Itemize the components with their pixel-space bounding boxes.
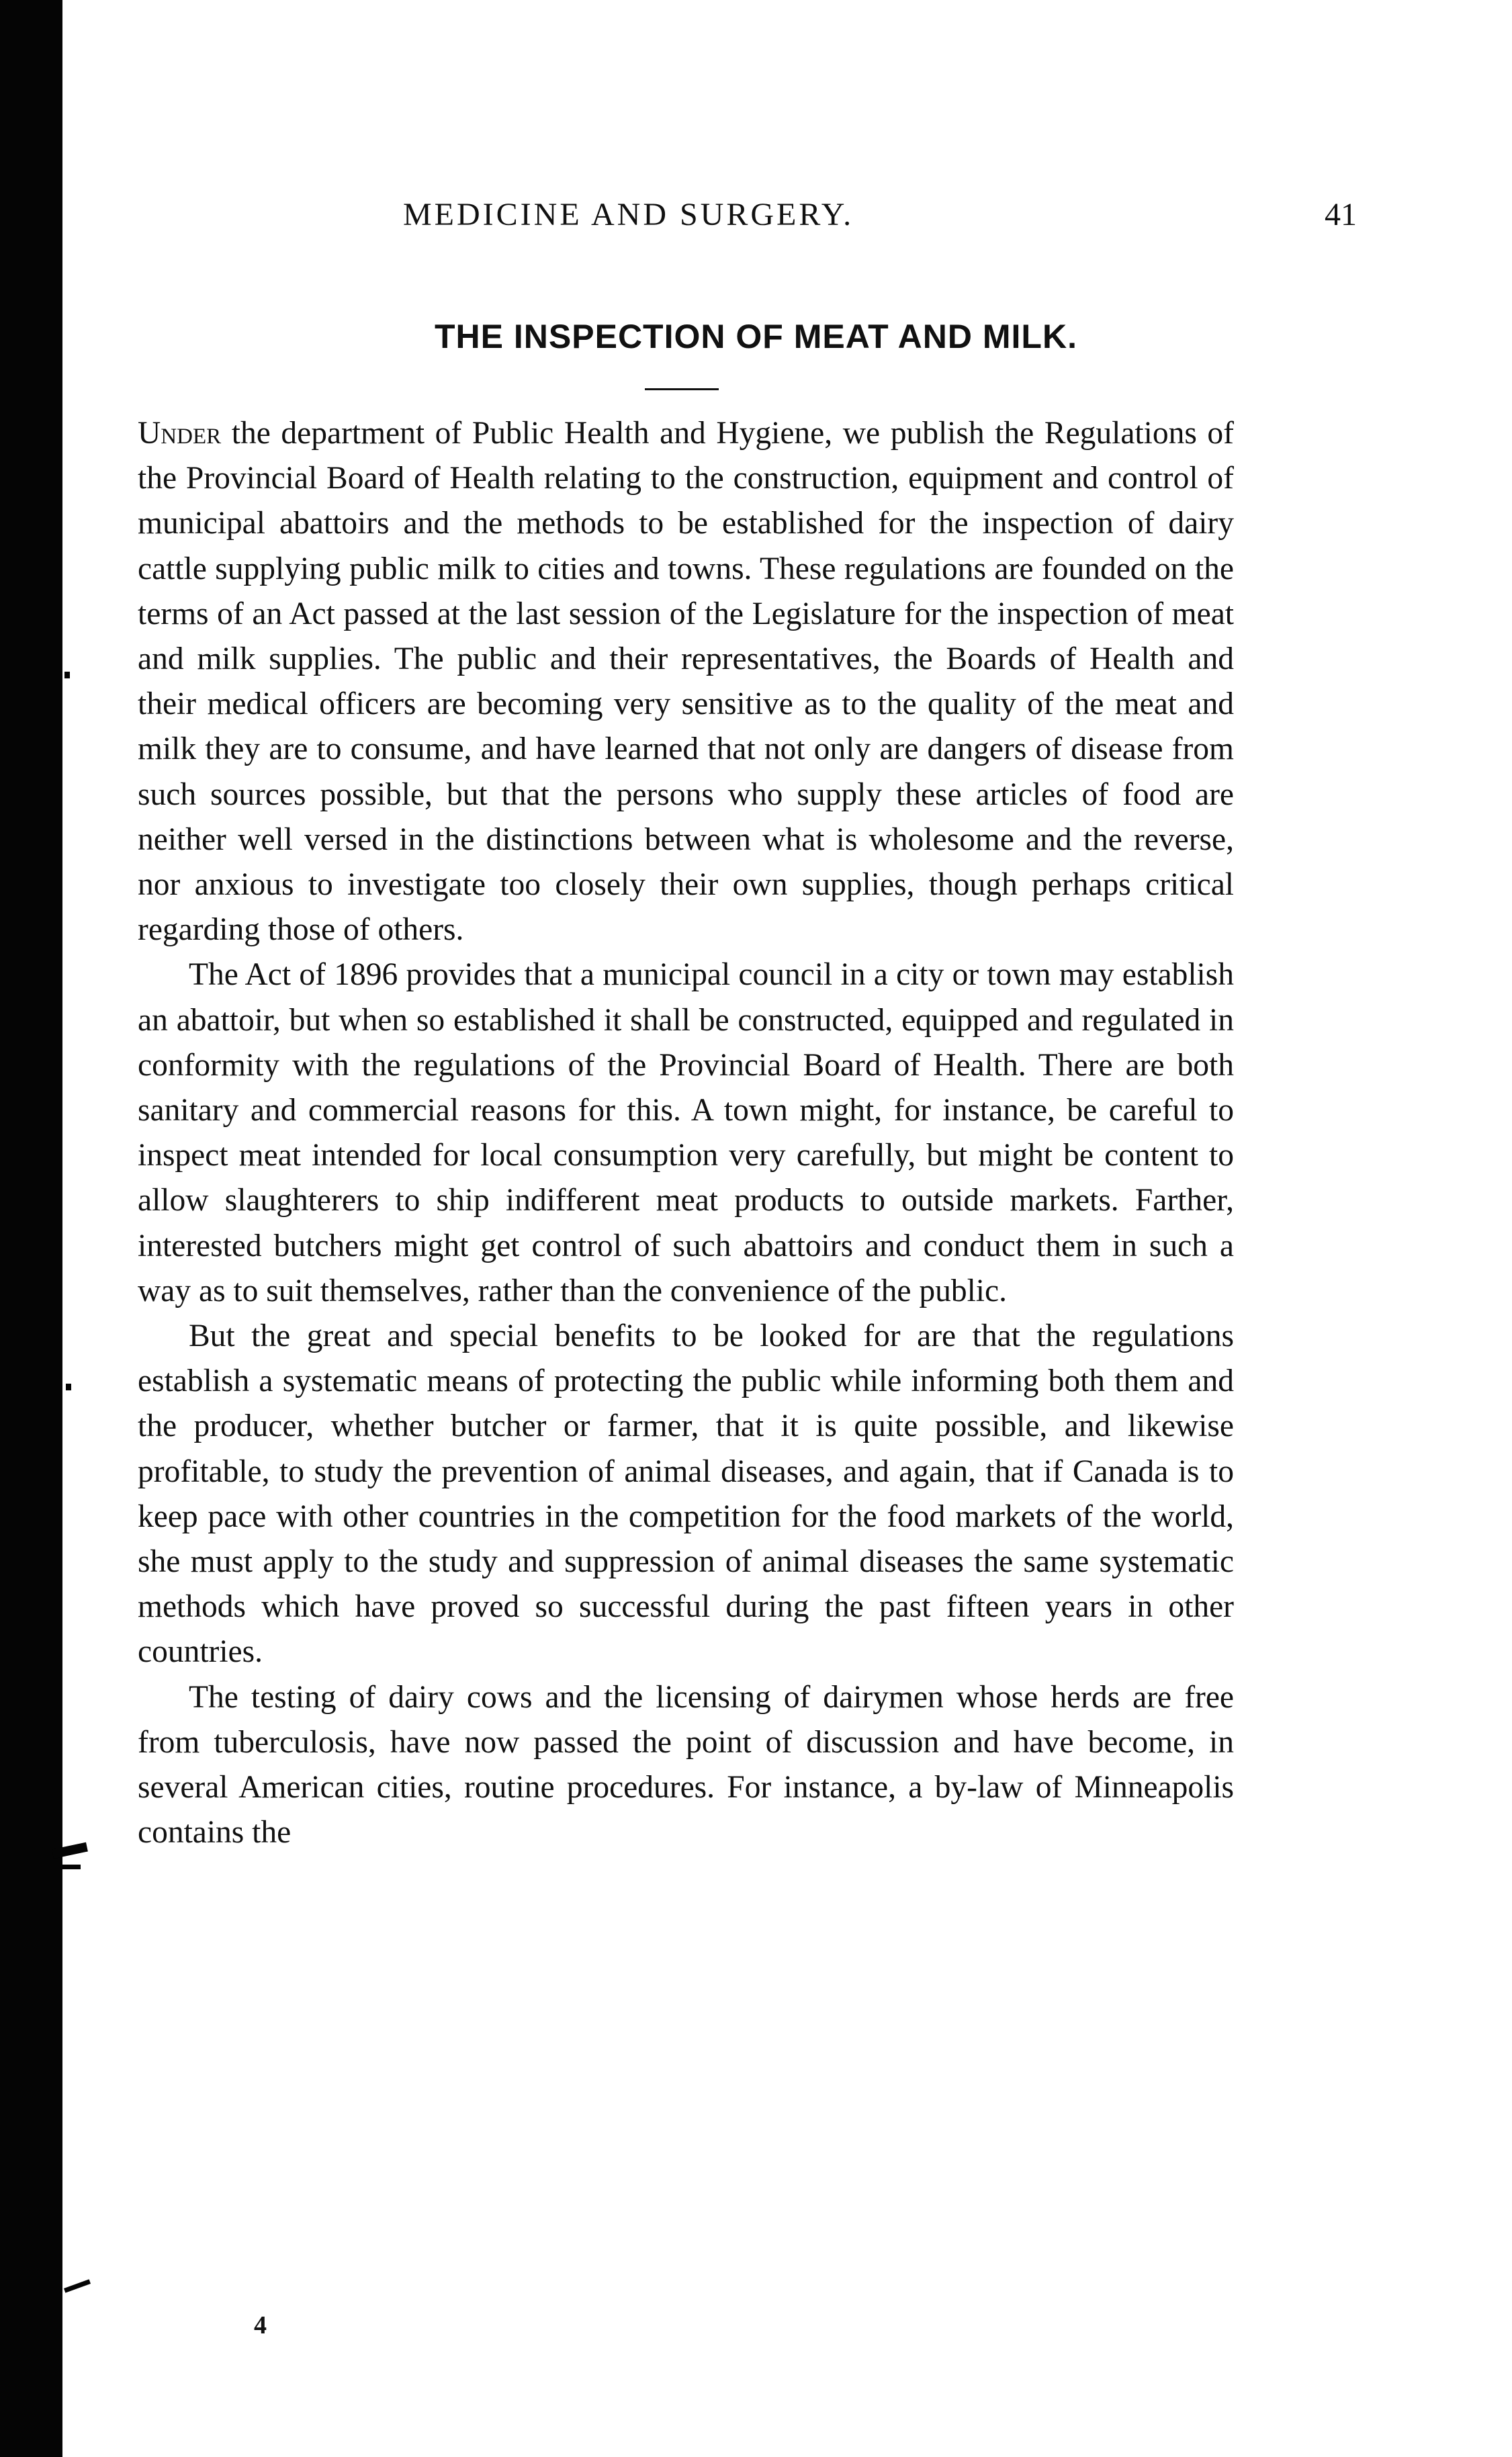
scan-mark xyxy=(64,2279,91,2292)
scan-mark xyxy=(64,672,70,678)
paragraph-1-text: the department of Public Health and Hygiene, we publish the Regulations of the Provincial Board of Health relating to the construction, equipment and control of municipal abattoirs and the methods to be established for the inspection of dairy cattle supplying public milk to cities and towns. These regulations are founded on the terms of an Act passed at the last session of the Legislature for the inspection of meat and milk supplies. The public and their representatives, the Boards of Health and their medical officers are becoming very sensitive as to the quality of the meat and milk they are to consume, and have learned that not only are dangers of disease from such sources possible, but that the persons who supply these articles of food are neither well versed in the distinctions between what is wholesome and the reverse, nor anxious to investigate too closely their own supplies, though perhaps critical regarding those of others. xyxy=(138,416,1234,948)
article-title: THE INSPECTION OF MEAT AND MILK. xyxy=(435,318,1077,355)
scan-mark xyxy=(55,1865,81,1869)
article-body xyxy=(138,411,1234,1856)
title-rule xyxy=(645,388,719,390)
scan-mark xyxy=(66,1384,71,1390)
paragraph-3: But the great and special benefits to be looked for are that the regulations establish a systematic means of protecting the public while informing both them and the producer, whether butcher or farmer, that it is quite possible, and likewise profitable, to study the prevention of animal diseases, and again, that if Canada is to keep pace with other countries in the competition for the food markets of the world, she must apply to the study and suppression of animal diseases the same systematic methods which have proved so successful during the past fifteen years in other countries. xyxy=(138,1319,1234,1670)
page-number: 41 xyxy=(1325,197,1357,232)
scan-edge-shadow xyxy=(0,0,62,2457)
signature-mark: 4 xyxy=(254,2311,267,2339)
running-head xyxy=(403,196,1357,243)
paragraph-2: The Act of 1896 provides that a municipal council in a city or town may establish an abattoir, but when so established it shall be constructed, equipped and regulated in conformity with the regulations of the Provincial Board of Health. There are both sanitary and commercial reasons for this. A town might, for instance, be careful to inspect meat intended for local consumption very carefully, but might be content to allow slaughterers to ship indifferent meat products to outside markets. Farther, interested butchers might get control of such abattoirs and conduct them in such a way as to suit themselves, rather than the convenience of the public. xyxy=(138,957,1234,1308)
running-head-title: MEDICINE AND SURGERY. xyxy=(403,197,854,232)
paragraph-4: The testing of dairy cows and the licensing of dairymen whose herds are free from tuberculosis, have now passed the point of discussion and have become, in several American cities, routine procedures. For instance, a by-law of Minneapolis contains the xyxy=(138,1679,1234,1850)
paragraph-1 xyxy=(138,411,1234,952)
drop-word: Under xyxy=(138,416,222,451)
